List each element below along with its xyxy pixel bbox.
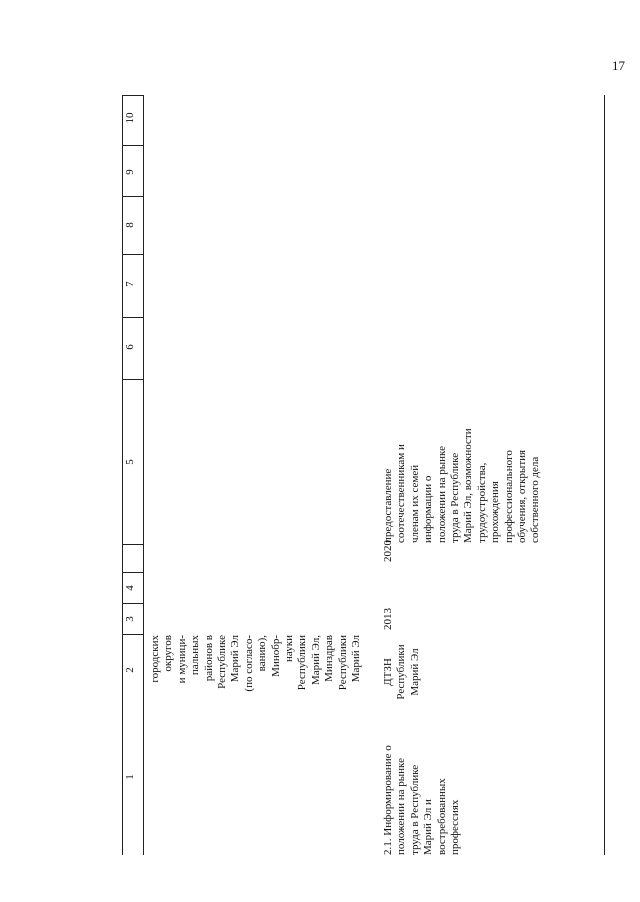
continuation-executors: городских округов и муници- пальных районов в Республике Марий Эл (по согласо- ванию), Минобр- науки Республики Марий Эл, Минздрав Республики Марий Эл — [149, 635, 363, 692]
header-bottom-rule — [143, 95, 144, 855]
col-divider — [122, 572, 143, 573]
row-executor: ДТЗН Республики Марий Эл — [382, 644, 421, 700]
col-divider — [122, 603, 143, 604]
table-top-rule — [122, 95, 123, 855]
header-col-10: 10 — [124, 112, 136, 124]
rotated-table — [122, 65, 622, 855]
header-col-9: 9 — [124, 169, 136, 175]
header-col-4: 4 — [124, 585, 136, 591]
header-col-5: 5 — [124, 459, 136, 465]
header-col-7: 7 — [124, 281, 136, 287]
header-col-2: 2 — [124, 667, 136, 673]
row-name: 2.1. Информирование о положении на рынке труда в Республике Марий Эл и востребованных профессиях — [382, 745, 462, 855]
col-divider — [122, 254, 143, 255]
col-divider — [122, 317, 143, 318]
col-divider — [122, 544, 143, 545]
row-start-year: 2013 — [382, 608, 394, 630]
col-divider — [122, 196, 143, 197]
col-divider — [122, 95, 143, 96]
header-col-3: 3 — [124, 616, 136, 622]
row-result: предоставление соотечественникам и членам их семей информации о положении на рынке труда в Республике Марий Эл, возможности трудоустройства, прохождения профессионального обучения, открытия собственного дела — [382, 428, 542, 543]
row-end-year: 2020 — [382, 540, 394, 562]
header-col-6: 6 — [124, 344, 136, 350]
col-divider — [122, 379, 143, 380]
header-col-1: 1 — [124, 774, 136, 780]
col-divider — [122, 145, 143, 146]
col-divider — [122, 634, 143, 635]
table-bottom-rule — [604, 95, 605, 855]
header-col-8: 8 — [124, 222, 136, 228]
page-number: 17 — [612, 58, 625, 73]
